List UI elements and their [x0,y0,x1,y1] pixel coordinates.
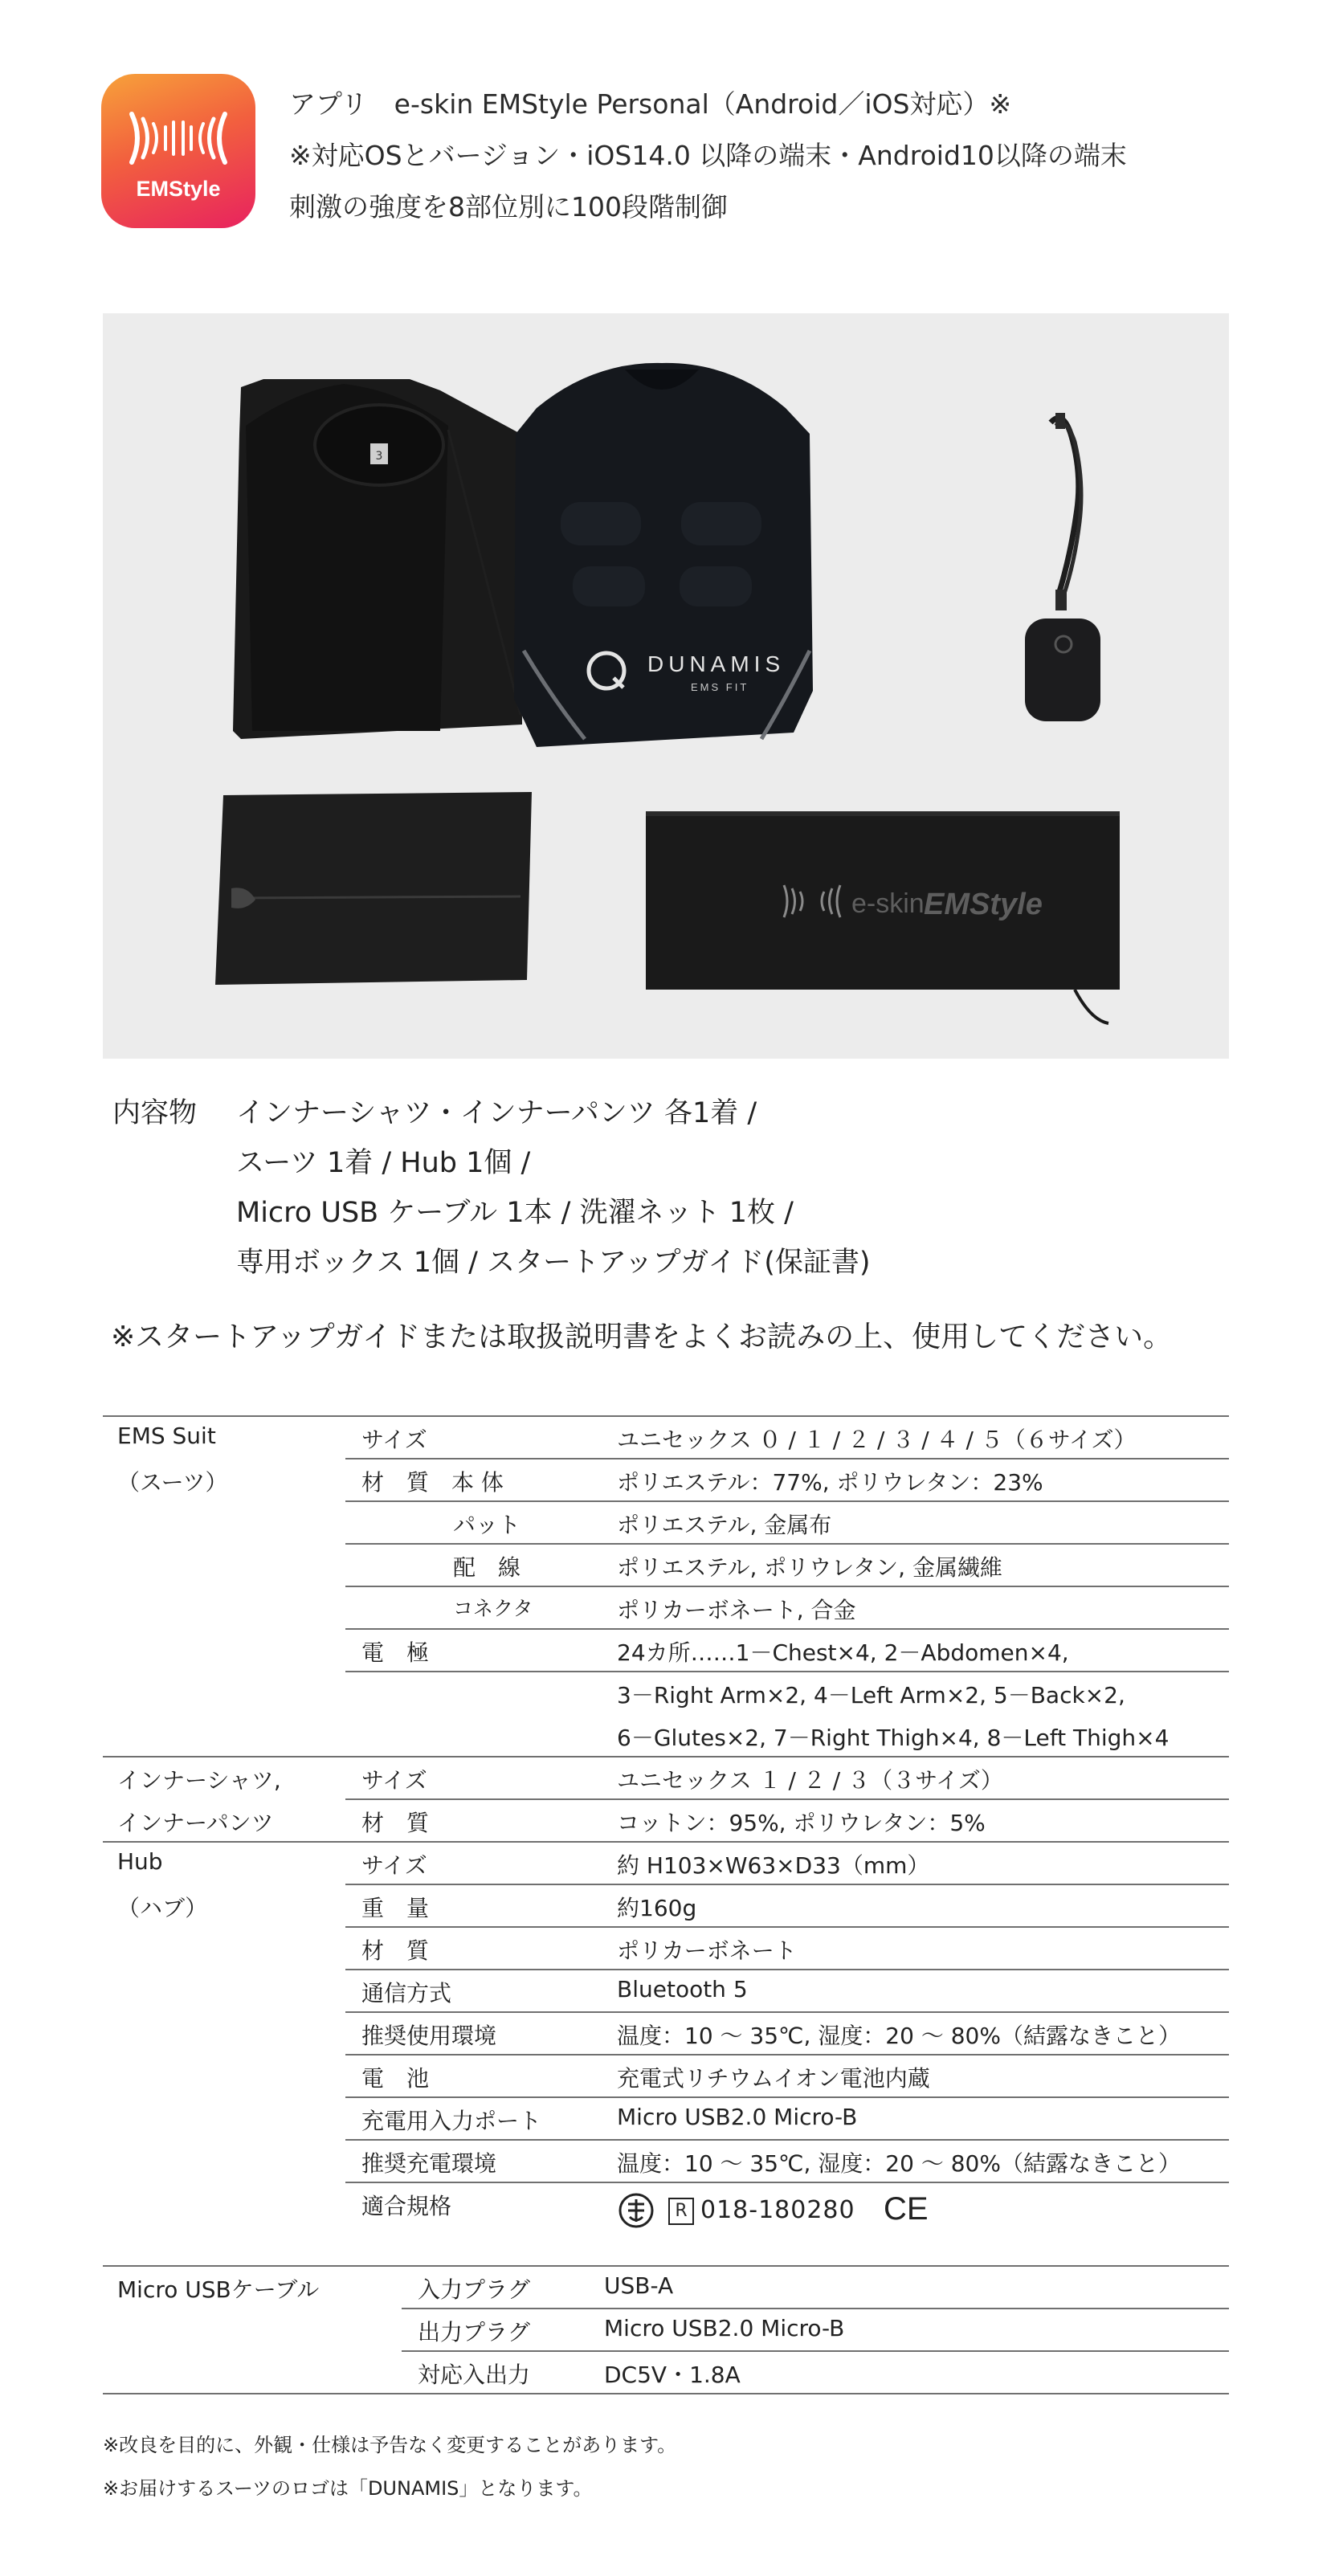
hub-row-label: サイズ [361,1852,427,1879]
laundry-net-image [215,792,532,985]
hub-row-value: Bluetooth 5 [617,1976,748,2002]
hub-row-label: 充電用入力ポート [361,2108,542,2134]
hub-row-value: Micro USB2.0 Micro-B [617,2104,858,2130]
ems-suit-image [514,363,813,747]
suit-electrode-line-2: 3－Right Arm×2, 4－Left Arm×2, 5－Back×2, [617,1682,1125,1708]
contents-label: 内容物 [112,1097,198,1129]
hub-name: Hub [117,1848,163,1875]
size-tag: 3 [375,450,383,463]
contents-line-2: スーツ 1着 / Hub 1個 / [236,1147,531,1179]
suit-brand-sub: EMS FIT [691,681,749,693]
hub-row-label: 通信方式 [361,1980,452,2007]
suit-pad-value: ポリエステル, 金属布 [617,1512,832,1538]
contents-line-4: 専用ボックス 1個 / スタートアップガイド(保証書) [236,1247,871,1279]
suit-connector-value: ポリカーボネート, 合金 [617,1597,856,1623]
inner-material-label: 材 質 [361,1810,430,1836]
contents-line-3: Micro USB ケーブル 1本 / 洗濯ネット 1枚 / [236,1197,794,1229]
hub-row-label: 推奨使用環境 [361,2023,497,2049]
giteki-mark-icon [617,2191,655,2230]
inner-name-1: インナーシャツ, [117,1767,281,1794]
app-os-line: ※対応OSとバージョン・iOS14.0 以降の端末・Android10以降の端末 [289,140,1127,171]
hub-row-value: 約 H103×W63×D33（mm） [617,1852,930,1879]
cable-row-value: USB-A [604,2272,674,2299]
usage-notice: ※スタートアップガイドまたは取扱説明書をよくお読みの上、使用してください。 [111,1321,1173,1353]
suit-connector-label: コネクタ [453,1597,533,1620]
app-feature-line: 刺激の強度を8部位別に100段階制御 [289,191,728,222]
suit-electrode-line-3: 6－Glutes×2, 7－Right Thigh×4, 8－Left Thigh×4 [617,1725,1170,1751]
suit-sub: （スーツ） [117,1469,228,1496]
hub-row-value: 充電式リチウムイオン電池内蔵 [617,2065,930,2092]
cable-row-label: 出力プラグ [418,2319,531,2345]
inner-name-2: インナーパンツ [117,1810,274,1836]
contents-line-1: インナーシャツ・インナーパンツ 各1着 / [236,1097,757,1129]
ce-mark: CE [884,2191,929,2227]
inner-size-value: ユニセックス １ / ２ / ３（３サイズ） [617,1767,1003,1794]
product-photo [103,313,1229,1059]
usb-cable-image [1051,413,1081,610]
sound-wave-icon [125,106,231,170]
hub-row-label: 材 質 [361,1937,430,1964]
suit-brand: DUNAMIS [647,651,786,676]
suit-size-label: サイズ [361,1427,427,1453]
hub-row-label: 重 量 [361,1895,430,1921]
suit-material-value: ポリエステル：77%, ポリウレタン：23% [617,1469,1043,1496]
hub-row-value: 温度：10 ～ 35℃, 湿度：20 ～ 80%（結露なきこと） [617,2150,1181,2177]
inner-shirt-image [233,379,522,739]
cert-r-mark: R [668,2198,694,2225]
app-icon-label: EMStyle [136,177,221,201]
suit-wiring-value: ポリエステル, ポリウレタン, 金属繊維 [617,1554,1002,1581]
footnote-logo: ※お届けするスーツのロゴは「DUNAMIS」となります。 [103,2477,593,2500]
suit-name: EMS Suit [117,1423,216,1449]
hub-row-label: 推奨充電環境 [361,2150,497,2177]
hub-standard-label: 適合規格 [361,2193,452,2219]
suit-electrode-label: 電 極 [361,1639,430,1666]
product-box-image [646,811,1120,1023]
cable-name: Micro USBケーブル [117,2276,320,2303]
cert-number: 018-180280 [700,2196,855,2224]
hub-row-value: ポリカーボネート [617,1937,797,1964]
suit-pad-label: パット [453,1512,521,1538]
cable-row-value: Micro USB2.0 Micro-B [604,2315,845,2341]
app-icon [101,74,255,228]
box-text-eskin: e-skin [851,888,925,919]
cable-row-value: DC5V・1.8A [604,2362,741,2388]
hub-row-value: 約160g [617,1895,697,1921]
hub-device-image [1025,618,1100,721]
suit-wiring-label: 配 線 [453,1554,521,1581]
cable-row-label: 入力プラグ [418,2276,531,2303]
suit-electrode-line-1: 24カ所……1－Chest×4, 2－Abdomen×4, [617,1639,1069,1666]
cable-row-label: 対応入出力 [418,2362,531,2388]
hub-row-label: 電 池 [361,2065,430,2092]
hub-sub: （ハブ） [117,1895,208,1921]
inner-size-label: サイズ [361,1767,427,1794]
footnote-spec-change: ※改良を目的に、外観・仕様は予告なく変更することがあります。 [103,2434,677,2456]
hub-row-value: 温度：10 ～ 35℃, 湿度：20 ～ 80%（結露なきこと） [617,2023,1181,2049]
box-text-emstyle: EMStyle [924,888,1043,921]
suit-material-label: 材 質 本 体 [361,1469,504,1496]
app-name-line: アプリ e-skin EMStyle Personal（Android／iOS対応）※ [289,88,1012,120]
suit-size-value: ユニセックス ０ / １ / ２ / ３ / ４ / ５（６サイズ） [617,1427,1137,1453]
inner-material-value: コットン：95%, ポリウレタン：5% [617,1810,986,1836]
